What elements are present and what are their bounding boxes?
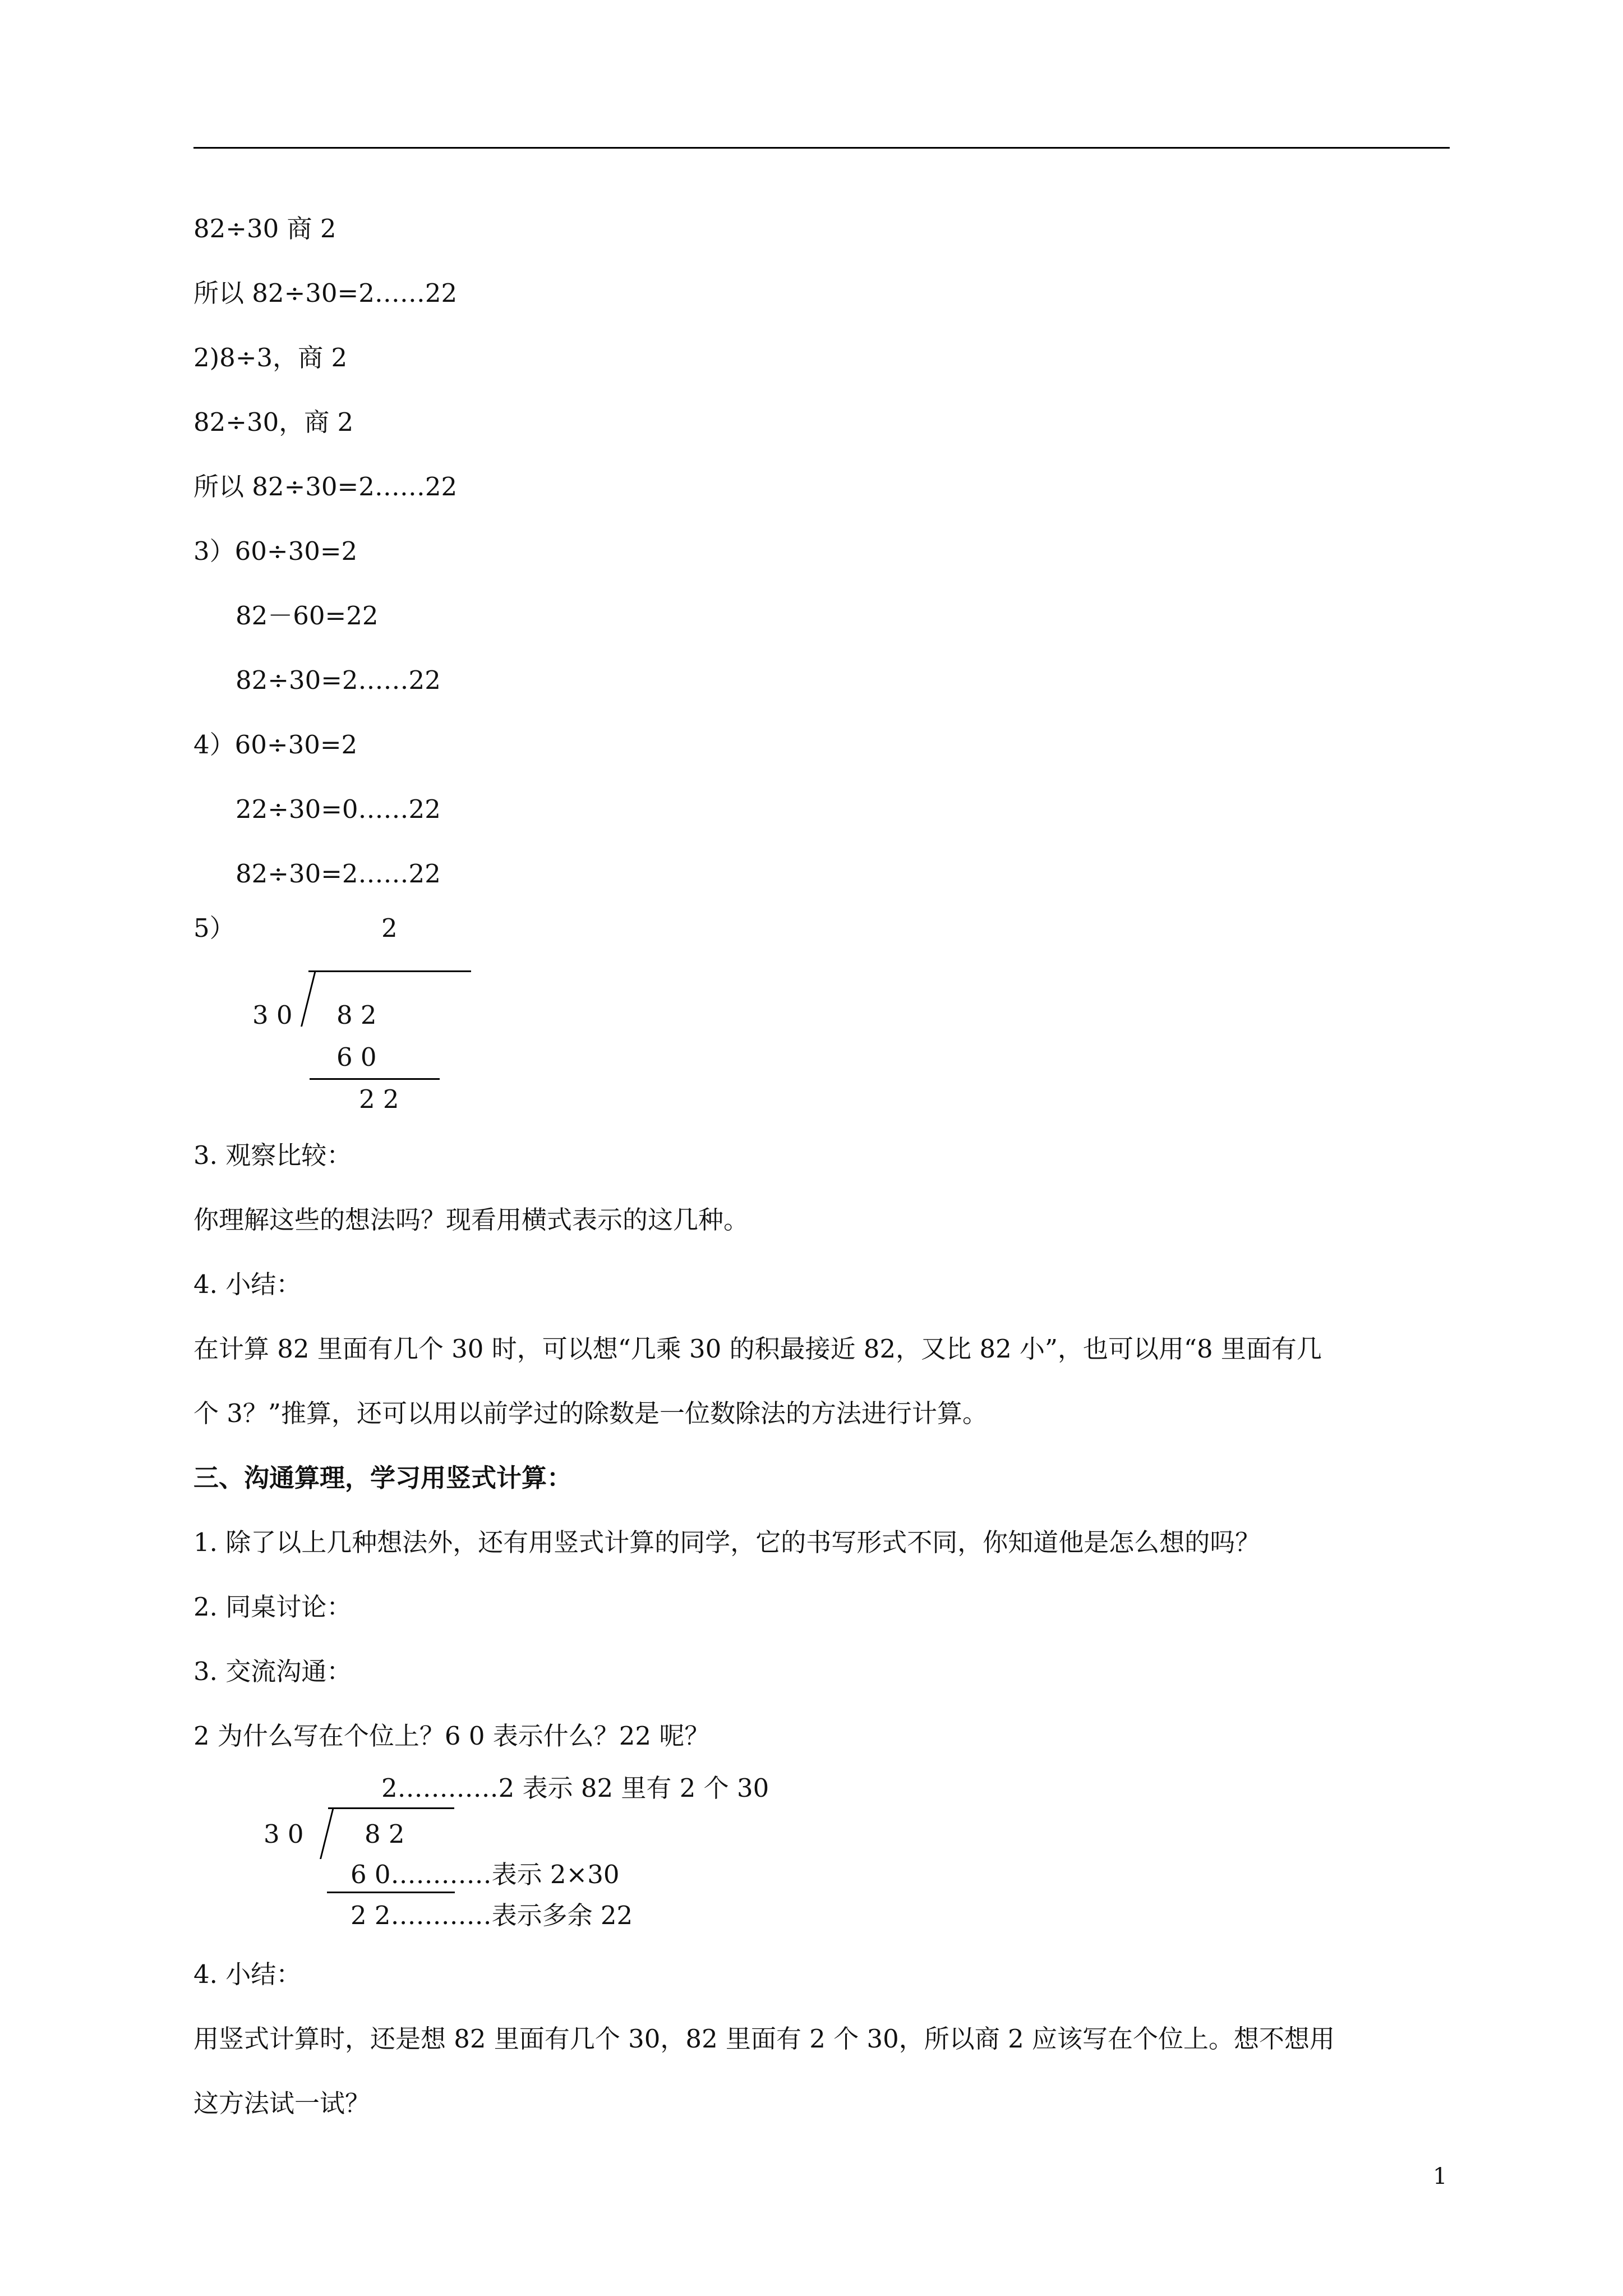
paragraph: 在计算 82 里面有几个 30 时，可以想“几乘 30 的积最接近 82，又比 82 小”，也可以用“8 里面有几 xyxy=(193,1334,1322,1364)
paragraph: 1. 除了以上几种想法外，还有用竖式计算的同学，它的书写形式不同，你知道他是怎么想的吗？ xyxy=(193,1527,1261,1557)
division-divisor: 3 0 xyxy=(264,1819,304,1849)
subtraction-rule xyxy=(310,1078,440,1080)
division-bar xyxy=(308,970,471,972)
header-rule xyxy=(193,147,1450,149)
paragraph: 3. 交流沟通： xyxy=(193,1657,352,1686)
paragraph: 2 为什么写在个位上？6 0 表示什么？22 呢？ xyxy=(193,1721,710,1751)
division-remainder: 2 2 xyxy=(359,1084,399,1114)
division-divisor: 3 0 xyxy=(252,1000,293,1030)
text-line: 82÷30=2……22 xyxy=(236,859,441,889)
text-line: 3）60÷30=2 xyxy=(193,536,358,566)
paragraph: 这方法试一试？ xyxy=(193,2088,371,2118)
division-quotient: 2 xyxy=(381,913,398,943)
text-line: 22÷30=0……22 xyxy=(236,794,441,824)
section-heading: 3. 观察比较： xyxy=(193,1140,352,1170)
division-remainder-annotation: 2 2…………表示多余 22 xyxy=(351,1901,633,1930)
text-line: 4）60÷30=2 xyxy=(193,730,358,760)
text-line: 所以 82÷30=2……22 xyxy=(193,278,458,308)
text-line: 82÷30，商 2 xyxy=(193,407,354,437)
text-line: 所以 82÷30=2……22 xyxy=(193,472,458,501)
section-heading: 4. 小结： xyxy=(193,1959,302,1989)
paragraph: 个 3？”推算，还可以用以前学过的除数是一位数除法的方法进行计算。 xyxy=(193,1398,988,1428)
division-quotient-annotation: 2…………2 表示 82 里有 2 个 30 xyxy=(381,1773,769,1803)
paragraph: 用竖式计算时，还是想 82 里面有几个 30，82 里面有 2 个 30，所以商 2 应该写在个位上。想不想用 xyxy=(193,2024,1335,2054)
division-product-annotation: 6 0…………表示 2×30 xyxy=(351,1860,620,1889)
text-line: 2)8÷3，商 2 xyxy=(193,343,348,372)
paragraph: 2. 同桌讨论： xyxy=(193,1592,352,1622)
page-number: 1 xyxy=(1433,2164,1447,2189)
division-dividend: 8 2 xyxy=(336,1000,377,1030)
paragraph: 你理解这些的想法吗？现看用横式表示的这几种。 xyxy=(193,1205,749,1235)
text-line: 82÷30=2……22 xyxy=(236,665,441,695)
division-bar xyxy=(328,1807,454,1809)
subtraction-rule xyxy=(327,1892,455,1893)
division-dividend: 8 2 xyxy=(365,1819,405,1849)
section-title: 三、沟通算理，学习用竖式计算： xyxy=(193,1463,573,1493)
text-line: 5） xyxy=(193,913,235,943)
text-line: 82－60=22 xyxy=(236,601,379,631)
division-bracket xyxy=(301,970,316,1027)
section-heading: 4. 小结： xyxy=(193,1269,302,1299)
division-product: 6 0 xyxy=(336,1042,377,1072)
division-bracket xyxy=(320,1807,334,1859)
text-line: 82÷30 商 2 xyxy=(193,214,336,243)
